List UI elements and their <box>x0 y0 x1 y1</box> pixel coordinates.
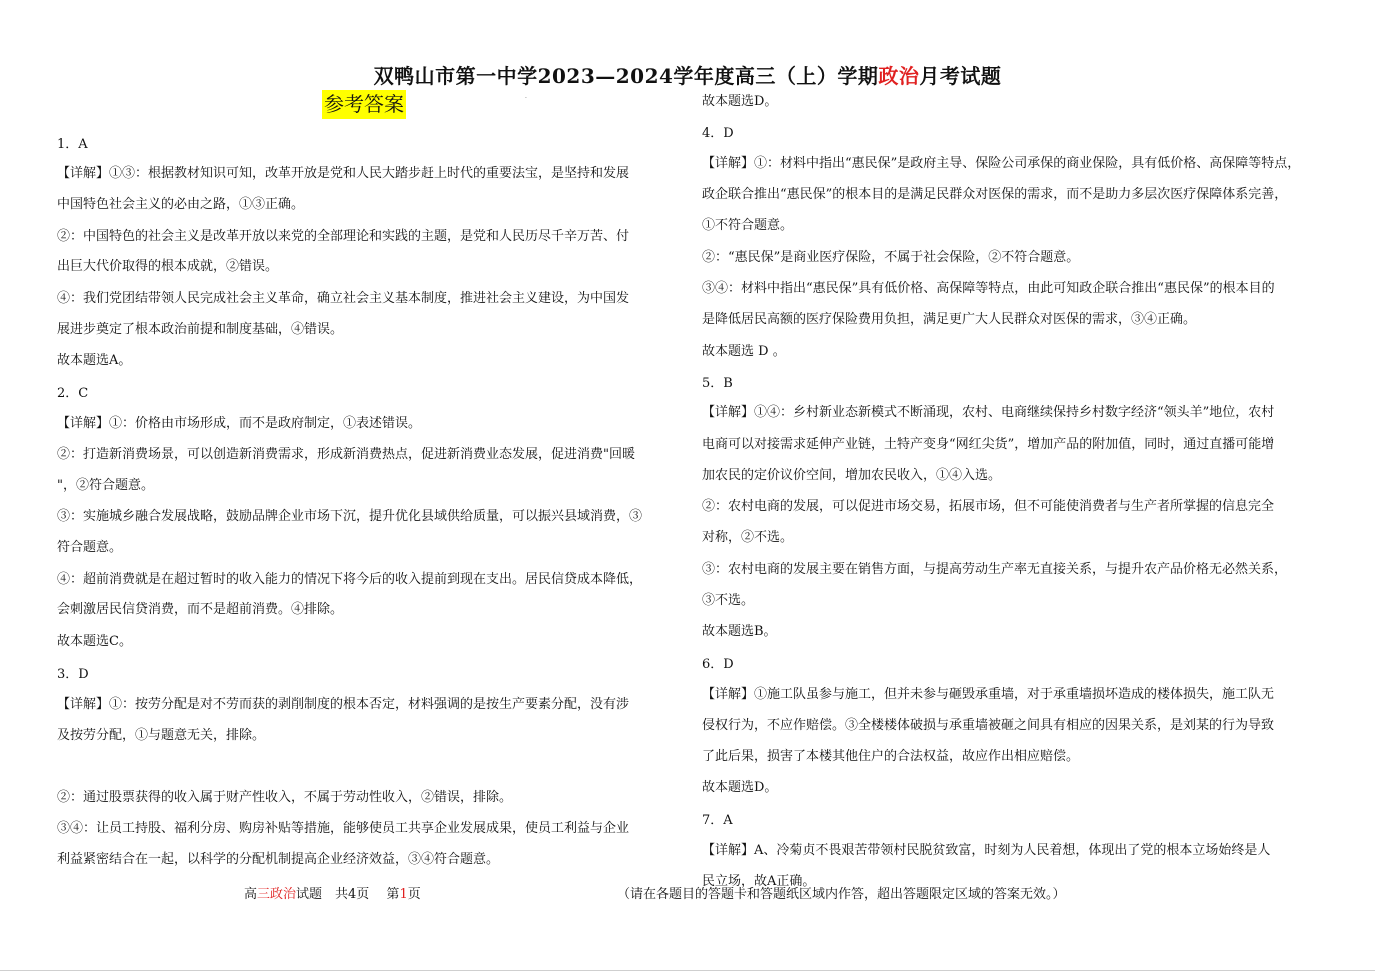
text-line: ②：“惠民保”是商业医疗保险，不属于社会保险，②不符合题意。 <box>702 250 1080 265</box>
footer-text: 页 <box>407 887 421 902</box>
text-line: "，②符合题意。 <box>57 478 154 493</box>
text-line: 【详解】①：材料中指出“惠民保”是政府主导、保险公司承保的商业保险，具有低价格、高保障等特点， <box>702 156 1301 171</box>
text-line: 电商可以对接需求延伸产业链，土特产变身“网红尖货”，增加产品的附加值，同时，通过直播可能增 <box>702 437 1275 452</box>
text-line: 侵权行为，不应作赔偿。③全楼楼体破损与承重墙被砸之间具有相应的因果关系，是刘某的行为导致 <box>702 718 1275 733</box>
text-line: 民立场，故A正确。 <box>702 874 816 889</box>
footer-page-info <box>244 886 421 904</box>
text-line: 【详解】①③：根据教材知识可知，改革开放是党和人民大踏步赶上时代的重要法宝，是坚持和发展 <box>57 166 630 181</box>
text-line: 【详解】①：按劳分配是对不劳而获的剥削制度的根本否定，材料强调的是按生产要素分配，没有涉 <box>57 697 630 712</box>
text-line: 及按劳分配，①与题意无关，排除。 <box>57 728 266 743</box>
text-line: 会刺激居民信贷消费，而不是超前消费。④排除。 <box>57 602 344 617</box>
text-line: ②：通过股票获得的收入属于财产性收入，不属于劳动性收入，②错误，排除。 <box>57 790 513 805</box>
text-line: 故本题选A。 <box>57 353 132 368</box>
text-line: 展进步奠定了根本政治前提和制度基础，④错误。 <box>57 322 344 337</box>
text-line: 【详解】①施工队虽参与施工，但并未参与砸毁承重墙，对于承重墙损坏造成的楼体损失，施工队无 <box>702 687 1275 702</box>
title-part: 双鸭山市第一中学2023—2024学年度高三（上）学期 <box>373 64 879 88</box>
text-line: 2．C <box>57 386 89 401</box>
answer-key-badge: 参考答案 <box>322 90 406 119</box>
text-line: 【详解】①④：乡村新业态新模式不断涌现，农村、电商继续保持乡村数字经济“领头羊”地位，农村 <box>702 405 1275 420</box>
text-line: 政企联合推出“惠民保”的根本目的是满足民群众对医保的需求，而不是助力多层次医疗保障体系完善， <box>702 187 1288 202</box>
title-subject: 政治 <box>878 64 920 88</box>
footer-subject: 三政治 <box>257 887 297 902</box>
footer-note: （请在各题目的答题卡和答题纸区域内作答，超出答题限定区域的答案无效。） <box>617 887 1066 902</box>
text-line: ④：超前消费就是在超过暂时的收入能力的情况下将今后的收入提前到现在支出。居民信贷成本降低， <box>57 572 643 587</box>
text-line: 【详解】①：价格由市场形成，而不是政府制定，①表述错误。 <box>57 416 422 431</box>
text-line: 对称，②不选。 <box>702 530 794 545</box>
text-line: ①不符合题意。 <box>702 218 794 233</box>
page-title <box>0 60 1375 89</box>
text-line: ④：我们党团结带领人民完成社会主义革命，确立社会主义基本制度，推进社会主义建设，为中国发 <box>57 291 630 306</box>
text-line: 了此后果，损害了本楼其他住户的合法权益，故应作出相应赔偿。 <box>702 749 1080 764</box>
text-line: ③：农村电商的发展主要在销售方面，与提高劳动生产率无直接关系，与提升农产品价格无必然关系， <box>702 562 1288 577</box>
text-line: ③不选。 <box>702 593 755 608</box>
text-line: 出巨大代价取得的根本成就，②错误。 <box>57 259 279 274</box>
text-line: 故本题选 D 。 <box>702 344 786 359</box>
text-line: 故本题选B。 <box>702 624 777 639</box>
text-line: 【详解】A、冷菊贞不畏艰苦带领村民脱贫致富，时刻为人民着想，体现出了党的根本立场始终是人 <box>702 843 1271 858</box>
text-line: 加农民的定价议价空间，增加农民收入，①④入选。 <box>702 468 1002 483</box>
footer-page-number: 1 <box>399 887 408 902</box>
text-line: 利益紧密结合在一起，以科学的分配机制提高企业经济效益，③④符合题意。 <box>57 852 500 867</box>
text-line: 1．A <box>57 137 88 152</box>
text-line: 4．D <box>702 126 734 141</box>
text-line: ③：实施城乡融合发展战略，鼓励品牌企业市场下沉，提升优化县域供给质量，可以振兴县域消费，③ <box>57 509 643 524</box>
text-line: 7．A <box>702 813 733 828</box>
text-line: ②：农村电商的发展，可以促进市场交易，拓展市场，但不可能使消费者与生产者所掌握的信息完全 <box>702 499 1275 514</box>
text-line: 3．D <box>57 667 89 682</box>
text-line: 6．D <box>702 657 734 672</box>
footer-text: 高 <box>244 887 258 902</box>
title-part: 月考试题 <box>919 64 1002 88</box>
text-line: 5．B <box>702 376 733 391</box>
text-line: 符合题意。 <box>57 540 123 555</box>
text-line: 故本题选D。 <box>702 780 778 795</box>
text-line: ③④：材料中指出“惠民保”具有低价格、高保障等特点，由此可知政企联合推出“惠民保”的根本目的 <box>702 281 1275 296</box>
text-line: 是降低居民高额的医疗保险费用负担，满足更广大人民群众对医保的需求，③④正确。 <box>702 312 1197 327</box>
text-line: ②：中国特色的社会主义是改革开放以来党的全部理论和实践的主题，是党和人民历尽千辛万苦、付 <box>57 229 630 244</box>
text-line: 中国特色社会主义的必由之路，①③正确。 <box>57 197 305 212</box>
footer-text: 试题 共4页 第 <box>296 887 400 902</box>
text-line: 故本题选C。 <box>57 634 132 649</box>
text-line: 故本题选D。 <box>702 94 778 109</box>
text-line: ③④：让员工持股、福利分房、购房补贴等措施，能够使员工共享企业发展成果，使员工利益与企业 <box>57 821 630 836</box>
stray-mark: · <box>525 95 527 102</box>
text-line: ②：打造新消费场景，可以创造新消费需求，形成新消费热点，促进新消费业态发展，促进消费"回暖 <box>57 447 635 462</box>
